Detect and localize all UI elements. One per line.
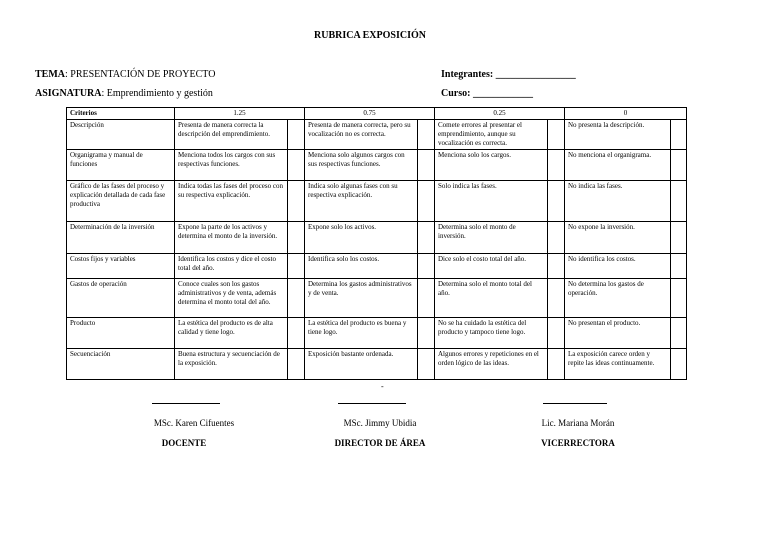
level-cell: No menciona el organigrama. — [565, 150, 671, 181]
signature-name-director: MSc. Jimmy Ubidia — [343, 418, 417, 428]
criterio-cell: Secuenciación — [67, 349, 175, 380]
spacer-cell — [671, 349, 687, 380]
spacer-cell — [418, 279, 435, 318]
spacer-cell — [418, 120, 435, 150]
level-cell: Algunos errores y repeticiones en el orden lógico de las ideas. — [435, 349, 548, 380]
spacer-cell — [288, 181, 305, 222]
spacer-cell — [548, 222, 565, 254]
level-cell: Conoce cuales son los gastos administrativos y de venta, además determina el monto total del año. — [175, 279, 288, 318]
spacer-cell — [418, 150, 435, 181]
level-cell: No presentan el producto. — [565, 318, 671, 349]
table-row — [67, 181, 687, 222]
spacer-cell — [671, 318, 687, 349]
spacer-cell — [288, 349, 305, 380]
criterio-cell: Organigrama y manual de funciones — [67, 150, 175, 181]
level-cell: No determina los gastos de operación. — [565, 279, 671, 318]
spacer-cell — [288, 279, 305, 318]
spacer-cell — [548, 349, 565, 380]
signature-name-docente: MSc. Karen Cifuentes — [153, 418, 235, 428]
criterio-cell: Determinación de la inversión — [67, 222, 175, 254]
level-cell: Expone solo los activos. — [305, 222, 418, 254]
signature-line — [543, 403, 607, 404]
level-cell: Presenta de manera correcta la descripción del emprendimiento. — [175, 120, 288, 150]
spacer-cell — [548, 254, 565, 279]
level-cell: No se ha cuidado la estética del producto y tampoco tiene logo. — [435, 318, 548, 349]
spacer-cell — [548, 150, 565, 181]
spacer-cell — [288, 150, 305, 181]
level-cell: No indica las fases. — [565, 181, 671, 222]
spacer-cell — [418, 254, 435, 279]
spacer-cell — [548, 279, 565, 318]
level-cell: Identifica los costos y dice el costo total del año. — [175, 254, 288, 279]
table-row — [67, 349, 687, 380]
document-title: RUBRICA EXPOSICIÓN — [314, 30, 426, 41]
header-row — [67, 108, 687, 120]
level-cell: Exposición bastante ordenada. — [305, 349, 418, 380]
separator-mark: - — [381, 382, 384, 391]
asignatura-label: ASIGNATURA — [35, 88, 102, 99]
criterio-cell: Costos fijos y variables — [67, 254, 175, 279]
table-row — [67, 150, 687, 181]
level-cell: Determina solo el monto de inversión. — [435, 222, 548, 254]
rubric-table — [66, 107, 687, 380]
level-cell: No identifica los costos. — [565, 254, 671, 279]
level-cell: Expone la parte de los activos y determina el monto de la inversión. — [175, 222, 288, 254]
level-cell: Comete errores al presentar el emprendimiento, aunque su vocalización es correcta. — [435, 120, 548, 150]
level-cell: Solo indica las fases. — [435, 181, 548, 222]
spacer-cell — [288, 318, 305, 349]
tema-label: TEMA — [35, 69, 65, 80]
spacer-cell — [288, 222, 305, 254]
tema-line — [35, 69, 215, 80]
criterio-cell: Producto — [67, 318, 175, 349]
spacer-cell — [288, 254, 305, 279]
header-score-3: 0.25 — [435, 108, 565, 120]
level-cell: No expone la inversión. — [565, 222, 671, 254]
header-criterios: Criterios — [67, 108, 175, 120]
spacer-cell — [418, 181, 435, 222]
level-cell: Menciona solo los cargos. — [435, 150, 548, 181]
signature-role-director: DIRECTOR DE ÁREA — [334, 438, 426, 448]
spacer-cell — [548, 120, 565, 150]
table-row — [67, 318, 687, 349]
header-score-2: 0.75 — [305, 108, 435, 120]
level-cell: Identifica solo los costos. — [305, 254, 418, 279]
criterio-cell: Descripción — [67, 120, 175, 150]
curso-field: Curso: ____________ — [441, 88, 533, 99]
level-cell: La estética del producto es buena y tiene logo. — [305, 318, 418, 349]
spacer-cell — [548, 181, 565, 222]
spacer-cell — [671, 254, 687, 279]
spacer-cell — [671, 279, 687, 318]
tema-value: : PRESENTACIÓN DE PROYECTO — [65, 69, 216, 80]
spacer-cell — [671, 150, 687, 181]
spacer-cell — [671, 120, 687, 150]
level-cell: La estética del producto es de alta calidad y tiene logo. — [175, 318, 288, 349]
level-cell: Buena estructura y secuenciación de la exposición. — [175, 349, 288, 380]
level-cell: Determina solo el monto total del año. — [435, 279, 548, 318]
spacer-cell — [288, 120, 305, 150]
signature-role-vicerrectora: VICERRECTORA — [541, 438, 615, 448]
spacer-cell — [418, 349, 435, 380]
table-row — [67, 120, 687, 150]
spacer-cell — [671, 222, 687, 254]
spacer-cell — [548, 318, 565, 349]
signature-line — [338, 403, 406, 404]
level-cell: Indica todas las fases del proceso con su respectiva explicación. — [175, 181, 288, 222]
criterio-cell: Gastos de operación — [67, 279, 175, 318]
level-cell: Determina los gastos administrativos y de venta. — [305, 279, 418, 318]
table-row — [67, 279, 687, 318]
level-cell: Dice solo el costo total del año. — [435, 254, 548, 279]
table-row — [67, 222, 687, 254]
table-row — [67, 254, 687, 279]
level-cell: Menciona solo algunos cargos con sus respectivas funciones. — [305, 150, 418, 181]
signature-line — [152, 403, 220, 404]
level-cell: La exposición carece orden y repite las ideas continuamente. — [565, 349, 671, 380]
integrantes-field: Integrantes: ________________ — [441, 69, 576, 80]
level-cell: Presenta de manera correcta, pero su vocalización no es correcta. — [305, 120, 418, 150]
level-cell: No presenta la descripción. — [565, 120, 671, 150]
header-score-4: 0 — [565, 108, 687, 120]
spacer-cell — [671, 181, 687, 222]
signature-role-docente: DOCENTE — [161, 438, 207, 448]
criterio-cell: Gráfico de las fases del proceso y explicación detallada de cada fase productiva — [67, 181, 175, 222]
asignatura-line — [35, 88, 213, 99]
signature-name-vicerrectora: Lic. Mariana Morán — [541, 418, 615, 428]
level-cell: Indica solo algunas fases con su respectiva explicación. — [305, 181, 418, 222]
spacer-cell — [418, 318, 435, 349]
asignatura-value: : Emprendimiento y gestión — [101, 88, 213, 99]
header-score-1: 1.25 — [175, 108, 305, 120]
spacer-cell — [418, 222, 435, 254]
level-cell: Menciona todos los cargos con sus respectivas funciones. — [175, 150, 288, 181]
